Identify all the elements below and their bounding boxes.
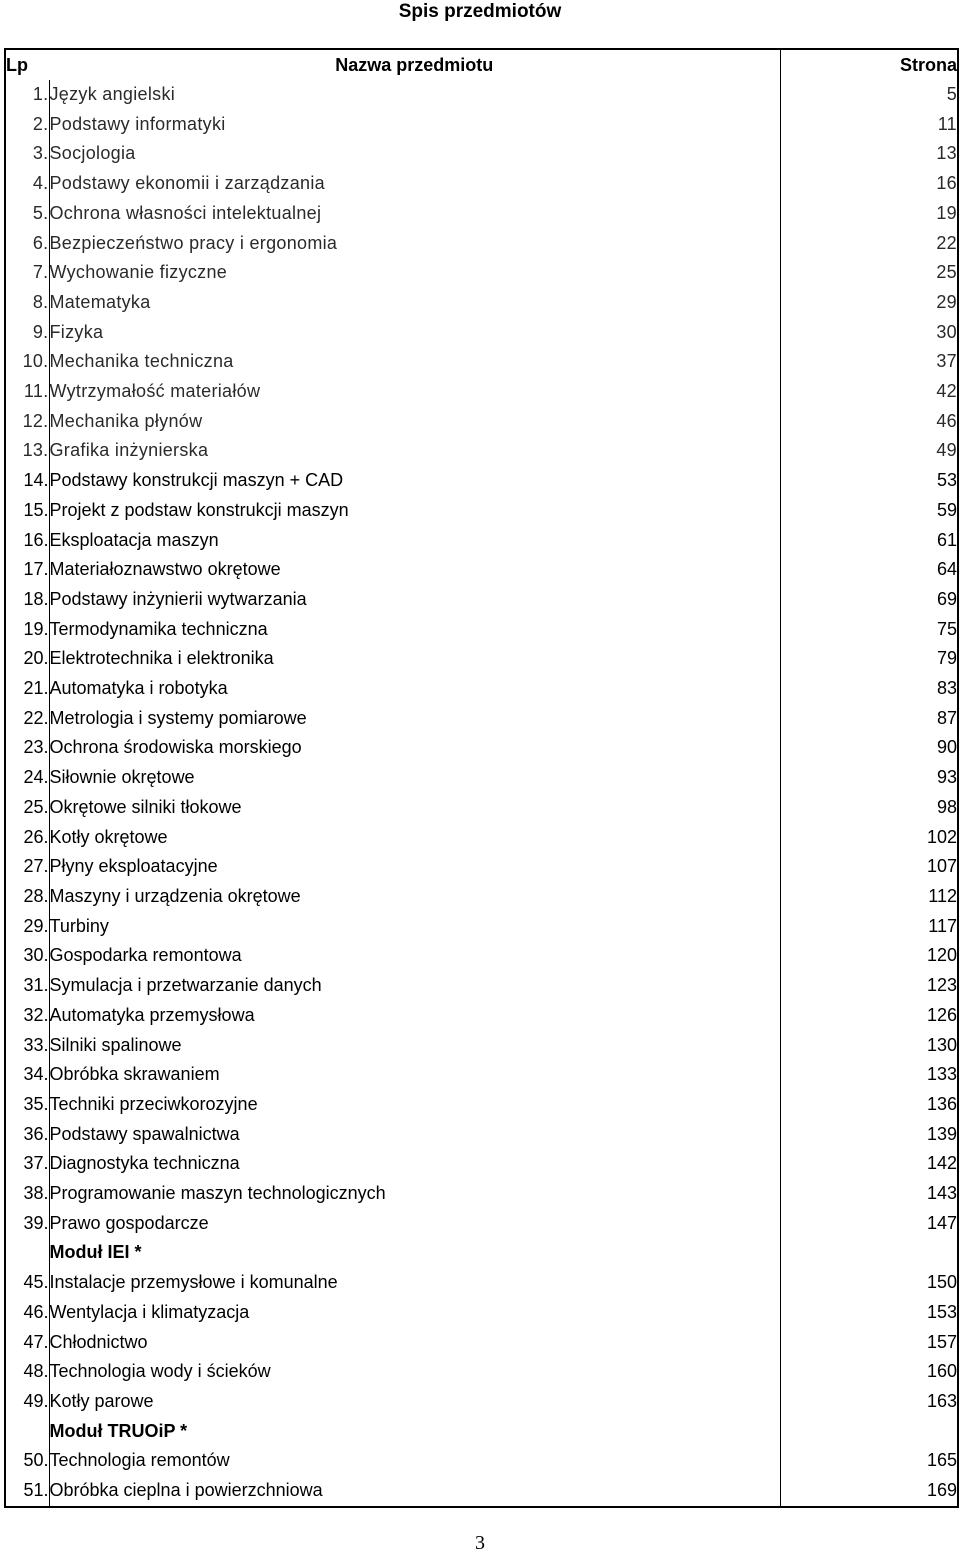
- table-row: [5, 1120, 958, 1150]
- table-row: [5, 941, 958, 971]
- row-name: Okrętowe silniki tłokowe: [49, 793, 780, 823]
- table-row: [5, 80, 958, 110]
- row-name: Wychowanie fizyczne: [49, 258, 780, 288]
- table-row: [5, 407, 958, 437]
- header-lp: Lp: [6, 55, 28, 75]
- row-lp: 20.: [5, 644, 49, 674]
- row-page: 112: [928, 885, 957, 906]
- row-lp: 3.: [5, 139, 49, 169]
- table-row: [5, 1387, 958, 1417]
- row-name: Siłownie okrętowe: [49, 763, 780, 793]
- row-name: Prawo gospodarcze: [49, 1209, 780, 1239]
- table-row: [5, 674, 958, 704]
- row-name: Gospodarka remontowa: [49, 941, 780, 971]
- row-lp: 11.: [5, 377, 49, 407]
- row-name: Symulacja i przetwarzanie danych: [49, 971, 780, 1001]
- row-lp: 16.: [5, 526, 49, 556]
- row-page: 59: [936, 499, 957, 520]
- row-lp: 2.: [5, 110, 49, 140]
- row-page: 83: [936, 678, 957, 699]
- row-name: Ochrona własności intelektualnej: [49, 199, 780, 229]
- row-lp: 29.: [5, 912, 49, 942]
- table-row: [5, 555, 958, 585]
- row-lp: 7.: [5, 258, 49, 288]
- row-lp: 4.: [5, 169, 49, 199]
- row-page: 64: [936, 559, 957, 580]
- table-row: [5, 199, 958, 229]
- table-row: [5, 526, 958, 556]
- row-lp: 35.: [5, 1090, 49, 1120]
- table-row: [5, 1328, 958, 1358]
- row-name: Technologia wody i ścieków: [49, 1357, 780, 1387]
- row-lp: 24.: [5, 763, 49, 793]
- row-page: 142: [926, 1153, 957, 1174]
- row-lp: 48.: [5, 1357, 49, 1387]
- row-lp: 12.: [5, 407, 49, 437]
- table-header-row: [5, 49, 958, 80]
- row-name: Podstawy informatyki: [49, 110, 780, 140]
- table-row: [5, 1060, 958, 1090]
- row-name: Maszyny i urządzenia okrętowe: [49, 882, 780, 912]
- row-page: 143: [926, 1183, 957, 1204]
- row-lp: 17.: [5, 555, 49, 585]
- table-row: [5, 110, 958, 140]
- row-name: Podstawy spawalnictwa: [49, 1120, 780, 1150]
- row-name: Programowanie maszyn technologicznych: [49, 1179, 780, 1209]
- row-name: Obróbka skrawaniem: [49, 1060, 780, 1090]
- table-row: [5, 466, 958, 496]
- table-row: [5, 763, 958, 793]
- table-row: [5, 1179, 958, 1209]
- row-page: 157: [926, 1331, 957, 1352]
- row-page: 75: [936, 618, 957, 639]
- row-lp: 34.: [5, 1060, 49, 1090]
- row-name: Diagnostyka techniczna: [49, 1149, 780, 1179]
- row-lp: 49.: [5, 1387, 49, 1417]
- row-page: 130: [926, 1034, 957, 1055]
- row-page: 5: [946, 84, 957, 104]
- row-lp: 38.: [5, 1179, 49, 1209]
- row-name: Płyny eksploatacyjne: [49, 852, 780, 882]
- table-row: [5, 704, 958, 734]
- row-lp: 19.: [5, 615, 49, 645]
- row-page: 13: [936, 143, 957, 164]
- table-row: [5, 852, 958, 882]
- row-lp: 37.: [5, 1149, 49, 1179]
- table-row: [5, 1149, 958, 1179]
- table-row: [5, 347, 958, 377]
- table-row: [5, 644, 958, 674]
- row-name: Matematyka: [49, 288, 780, 318]
- row-name: Silniki spalinowe: [49, 1031, 780, 1061]
- table-row: [5, 1446, 958, 1476]
- table-row: [5, 436, 958, 466]
- row-name: Podstawy inżynierii wytwarzania: [49, 585, 780, 615]
- row-name: Wytrzymałość materiałów: [49, 377, 780, 407]
- row-page: 16: [936, 173, 957, 194]
- row-page: 133: [926, 1064, 957, 1085]
- row-page: 117: [928, 915, 957, 936]
- table-row: [5, 318, 958, 348]
- row-lp: 18.: [5, 585, 49, 615]
- row-name: Projekt z podstaw konstrukcji maszyn: [49, 496, 780, 526]
- row-name: Fizyka: [49, 318, 780, 348]
- header-page: Strona: [899, 55, 957, 75]
- row-page: 90: [936, 737, 957, 758]
- table-row: [5, 615, 958, 645]
- row-name: Moduł IEI *: [49, 1238, 780, 1268]
- row-page: [780, 1417, 958, 1447]
- subjects-table: [4, 48, 959, 1508]
- row-lp: 1.: [5, 80, 49, 110]
- row-page: 69: [936, 588, 957, 609]
- module-header-row: [5, 1238, 958, 1268]
- row-name: Język angielski: [49, 80, 780, 110]
- table-row: [5, 139, 958, 169]
- row-page: 61: [936, 529, 957, 550]
- row-name: Elektrotechnika i elektronika: [49, 644, 780, 674]
- row-name: Automatyka przemysłowa: [49, 1001, 780, 1031]
- header-name: Nazwa przedmiotu: [49, 49, 780, 80]
- row-lp: 39.: [5, 1209, 49, 1239]
- table-row: [5, 229, 958, 259]
- row-name: Mechanika płynów: [49, 407, 780, 437]
- table-row: [5, 793, 958, 823]
- page-title: Spis przedmiotów: [398, 1, 562, 22]
- row-page: 30: [936, 321, 957, 342]
- row-name: Kotły okrętowe: [49, 823, 780, 853]
- row-page: 123: [926, 975, 957, 996]
- row-page: 46: [936, 410, 957, 431]
- row-page: 120: [926, 945, 957, 966]
- table-body: [5, 80, 958, 1507]
- row-lp: 33.: [5, 1031, 49, 1061]
- row-name: Techniki przeciwkorozyjne: [49, 1090, 780, 1120]
- table-row: [5, 169, 958, 199]
- row-page: 87: [936, 707, 957, 728]
- table-row: [5, 1031, 958, 1061]
- table-row: [5, 912, 958, 942]
- row-page: 147: [926, 1212, 957, 1233]
- row-page: 79: [936, 648, 957, 669]
- row-name: Technologia remontów: [49, 1446, 780, 1476]
- row-lp: 9.: [5, 318, 49, 348]
- row-lp: 25.: [5, 793, 49, 823]
- row-page: 11: [937, 113, 957, 134]
- row-name: Instalacje przemysłowe i komunalne: [49, 1268, 780, 1298]
- row-page: 153: [926, 1301, 957, 1322]
- row-lp: [5, 1238, 49, 1268]
- row-name: Eksploatacja maszyn: [49, 526, 780, 556]
- row-name: Obróbka cieplna i powierzchniowa: [49, 1476, 780, 1507]
- row-lp: 14.: [5, 466, 49, 496]
- module-header-row: [5, 1417, 958, 1447]
- row-lp: 10.: [5, 347, 49, 377]
- row-page: 139: [926, 1123, 957, 1144]
- table-row: [5, 1090, 958, 1120]
- row-name: Grafika inżynierska: [49, 436, 780, 466]
- row-lp: 22.: [5, 704, 49, 734]
- row-name: Moduł TRUOiP *: [49, 1417, 780, 1447]
- row-name: Metrologia i systemy pomiarowe: [49, 704, 780, 734]
- table-row: [5, 585, 958, 615]
- table-row: [5, 1357, 958, 1387]
- table-row: [5, 823, 958, 853]
- row-lp: 50.: [5, 1446, 49, 1476]
- table-row: [5, 258, 958, 288]
- table-row: [5, 1209, 958, 1239]
- page-number: 3: [475, 1532, 485, 1554]
- row-lp: 6.: [5, 229, 49, 259]
- row-name: Socjologia: [49, 139, 780, 169]
- row-name: Kotły parowe: [49, 1387, 780, 1417]
- row-page: 160: [926, 1361, 957, 1382]
- row-lp: 45.: [5, 1268, 49, 1298]
- row-lp: [5, 1417, 49, 1447]
- row-name: Wentylacja i klimatyzacja: [49, 1298, 780, 1328]
- row-page: 29: [936, 291, 957, 312]
- row-page: 136: [926, 1093, 957, 1114]
- row-page: 53: [936, 470, 957, 491]
- row-lp: 23.: [5, 733, 49, 763]
- row-page: 25: [936, 262, 957, 283]
- table-row: [5, 1001, 958, 1031]
- row-lp: 27.: [5, 852, 49, 882]
- row-page: 42: [936, 381, 957, 402]
- row-page: 19: [936, 202, 957, 223]
- row-lp: 32.: [5, 1001, 49, 1031]
- row-name: Automatyka i robotyka: [49, 674, 780, 704]
- row-lp: 47.: [5, 1328, 49, 1358]
- table-row: [5, 377, 958, 407]
- row-page: 163: [926, 1390, 957, 1411]
- row-lp: 13.: [5, 436, 49, 466]
- row-lp: 30.: [5, 941, 49, 971]
- table-row: [5, 971, 958, 1001]
- row-lp: 51.: [5, 1476, 49, 1507]
- table-row: [5, 288, 958, 318]
- row-page: 102: [926, 826, 957, 847]
- row-page: 37: [936, 351, 957, 372]
- row-page: 107: [926, 856, 957, 877]
- row-lp: 26.: [5, 823, 49, 853]
- row-page: 98: [936, 796, 957, 817]
- row-lp: 28.: [5, 882, 49, 912]
- row-name: Materiałoznawstwo okrętowe: [49, 555, 780, 585]
- row-name: Bezpieczeństwo pracy i ergonomia: [49, 229, 780, 259]
- table-row: [5, 882, 958, 912]
- row-name: Termodynamika techniczna: [49, 615, 780, 645]
- row-name: Turbiny: [49, 912, 780, 942]
- row-name: Mechanika techniczna: [49, 347, 780, 377]
- table-row: [5, 1298, 958, 1328]
- row-page: 126: [926, 1004, 957, 1025]
- row-page: 93: [936, 767, 957, 788]
- row-page: 169: [926, 1480, 957, 1501]
- row-lp: 5.: [5, 199, 49, 229]
- row-page: 165: [926, 1450, 957, 1471]
- table-row: [5, 496, 958, 526]
- row-name: Chłodnictwo: [49, 1328, 780, 1358]
- row-name: Podstawy konstrukcji maszyn + CAD: [49, 466, 780, 496]
- row-page: 150: [926, 1272, 957, 1293]
- row-lp: 31.: [5, 971, 49, 1001]
- row-lp: 21.: [5, 674, 49, 704]
- row-page: [780, 1238, 958, 1268]
- row-lp: 46.: [5, 1298, 49, 1328]
- table-row: [5, 733, 958, 763]
- row-lp: 15.: [5, 496, 49, 526]
- row-name: Podstawy ekonomii i zarządzania: [49, 169, 780, 199]
- row-name: Ochrona środowiska morskiego: [49, 733, 780, 763]
- row-page: 22: [936, 232, 957, 253]
- row-lp: 36.: [5, 1120, 49, 1150]
- row-lp: 8.: [5, 288, 49, 318]
- row-page: 49: [936, 440, 957, 461]
- table-row: [5, 1476, 958, 1507]
- table-row: [5, 1268, 958, 1298]
